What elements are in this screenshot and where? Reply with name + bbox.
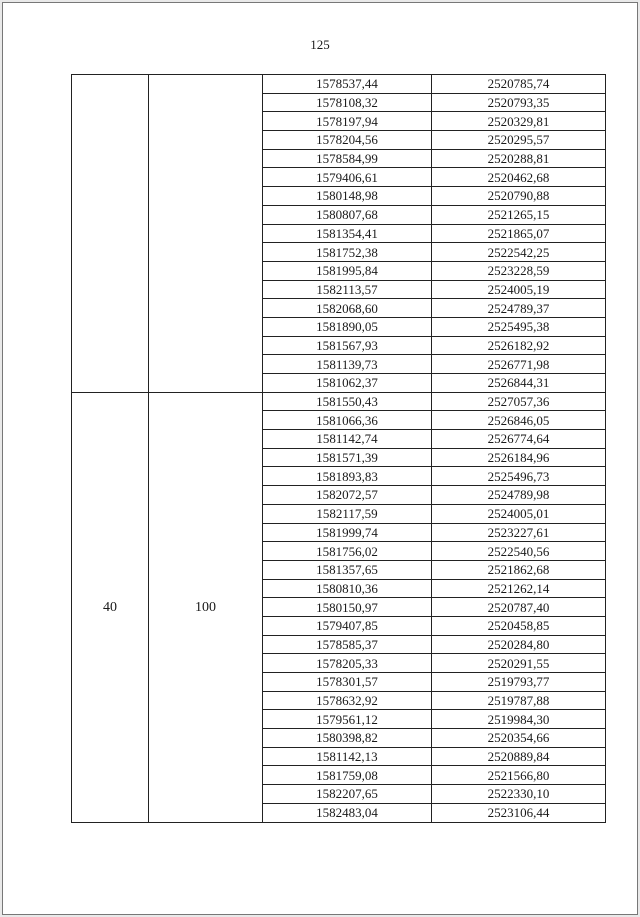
coordinates-table [71, 74, 606, 823]
y-coordinate-cell: 2520787,40 [432, 598, 606, 617]
x-coordinate-cell: 1582072,57 [263, 486, 432, 505]
y-coordinate-cell: 2520462,68 [432, 168, 606, 187]
x-coordinate-cell: 1578632,92 [263, 691, 432, 710]
table-row [72, 392, 606, 411]
y-coordinate-cell: 2523106,44 [432, 803, 606, 822]
y-coordinate-cell: 2522540,56 [432, 542, 606, 561]
y-coordinate-cell: 2519984,30 [432, 710, 606, 729]
x-coordinate-cell: 1578108,32 [263, 93, 432, 112]
x-coordinate-cell: 1581139,73 [263, 355, 432, 374]
x-coordinate-cell: 1578585,37 [263, 635, 432, 654]
y-coordinate-cell: 2524005,01 [432, 504, 606, 523]
x-coordinate-cell: 1578197,94 [263, 112, 432, 131]
x-coordinate-cell: 1581890,05 [263, 317, 432, 336]
x-coordinate-cell: 1581999,74 [263, 523, 432, 542]
x-coordinate-cell: 1581567,93 [263, 336, 432, 355]
y-coordinate-cell: 2526846,05 [432, 411, 606, 430]
x-coordinate-cell: 1582117,59 [263, 504, 432, 523]
x-coordinate-cell: 1580150,97 [263, 598, 432, 617]
y-coordinate-cell: 2523227,61 [432, 523, 606, 542]
y-coordinate-cell: 2519793,77 [432, 673, 606, 692]
coordinates-table-body [72, 75, 606, 823]
y-coordinate-cell: 2526774,64 [432, 430, 606, 449]
table-row [72, 75, 606, 94]
x-coordinate-cell: 1581752,38 [263, 243, 432, 262]
y-coordinate-cell: 2520329,81 [432, 112, 606, 131]
y-coordinate-cell: 2526771,98 [432, 355, 606, 374]
y-coordinate-cell: 2521865,07 [432, 224, 606, 243]
x-coordinate-cell: 1581550,43 [263, 392, 432, 411]
x-coordinate-cell: 1580148,98 [263, 187, 432, 206]
y-coordinate-cell: 2520291,55 [432, 654, 606, 673]
x-coordinate-cell: 1578204,56 [263, 131, 432, 150]
y-coordinate-cell: 2521262,14 [432, 579, 606, 598]
y-coordinate-cell: 2526184,96 [432, 448, 606, 467]
x-coordinate-cell: 1581142,74 [263, 430, 432, 449]
y-coordinate-cell: 2521862,68 [432, 560, 606, 579]
x-coordinate-cell: 1580810,36 [263, 579, 432, 598]
x-coordinate-cell: 1579407,85 [263, 616, 432, 635]
x-coordinate-cell: 1578537,44 [263, 75, 432, 94]
y-coordinate-cell: 2520790,88 [432, 187, 606, 206]
x-coordinate-cell: 1581756,02 [263, 542, 432, 561]
x-coordinate-cell: 1581893,83 [263, 467, 432, 486]
y-coordinate-cell: 2520288,81 [432, 149, 606, 168]
y-coordinate-cell: 2524789,37 [432, 299, 606, 318]
x-coordinate-cell: 1578584,99 [263, 149, 432, 168]
y-coordinate-cell: 2526844,31 [432, 374, 606, 393]
group-number-cell: 40 [72, 392, 149, 822]
y-coordinate-cell: 2524005,19 [432, 280, 606, 299]
document-page [2, 2, 638, 915]
y-coordinate-cell: 2520793,35 [432, 93, 606, 112]
x-coordinate-cell: 1582483,04 [263, 803, 432, 822]
x-coordinate-cell: 1581354,41 [263, 224, 432, 243]
page-number: 125 [310, 37, 330, 52]
y-coordinate-cell: 2522330,10 [432, 785, 606, 804]
x-coordinate-cell: 1582207,65 [263, 785, 432, 804]
y-coordinate-cell: 2520458,85 [432, 616, 606, 635]
x-coordinate-cell: 1578205,33 [263, 654, 432, 673]
x-coordinate-cell: 1581142,13 [263, 747, 432, 766]
y-coordinate-cell: 2521265,15 [432, 205, 606, 224]
x-coordinate-cell: 1581357,65 [263, 560, 432, 579]
y-coordinate-cell: 2527057,36 [432, 392, 606, 411]
y-coordinate-cell: 2525495,38 [432, 317, 606, 336]
y-coordinate-cell: 2520889,84 [432, 747, 606, 766]
y-coordinate-cell: 2524789,98 [432, 486, 606, 505]
y-coordinate-cell: 2522542,25 [432, 243, 606, 262]
x-coordinate-cell: 1580398,82 [263, 729, 432, 748]
x-coordinate-cell: 1581571,39 [263, 448, 432, 467]
y-coordinate-cell: 2525496,73 [432, 467, 606, 486]
y-coordinate-cell: 2523228,59 [432, 261, 606, 280]
x-coordinate-cell: 1581759,08 [263, 766, 432, 785]
x-coordinate-cell: 1578301,57 [263, 673, 432, 692]
group-value-cell [149, 75, 263, 393]
group-number-cell [72, 75, 149, 393]
x-coordinate-cell: 1582068,60 [263, 299, 432, 318]
y-coordinate-cell: 2520785,74 [432, 75, 606, 94]
x-coordinate-cell: 1581066,36 [263, 411, 432, 430]
y-coordinate-cell: 2520284,80 [432, 635, 606, 654]
y-coordinate-cell: 2519787,88 [432, 691, 606, 710]
group-value-cell: 100 [149, 392, 263, 822]
y-coordinate-cell: 2520354,66 [432, 729, 606, 748]
y-coordinate-cell: 2521566,80 [432, 766, 606, 785]
y-coordinate-cell: 2526182,92 [432, 336, 606, 355]
y-coordinate-cell: 2520295,57 [432, 131, 606, 150]
x-coordinate-cell: 1582113,57 [263, 280, 432, 299]
x-coordinate-cell: 1579561,12 [263, 710, 432, 729]
x-coordinate-cell: 1581062,37 [263, 374, 432, 393]
x-coordinate-cell: 1579406,61 [263, 168, 432, 187]
x-coordinate-cell: 1581995,84 [263, 261, 432, 280]
x-coordinate-cell: 1580807,68 [263, 205, 432, 224]
